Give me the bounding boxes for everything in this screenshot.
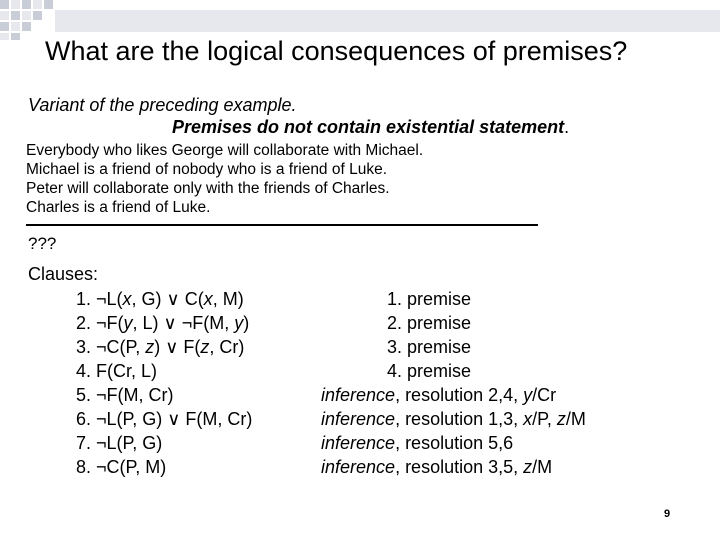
- clauses-heading: Clauses:: [28, 264, 99, 284]
- clause-justification: inference, resolution 2,4, y/Cr: [321, 385, 557, 405]
- premise-line: Peter will collaborate only with the friends of Charles.: [26, 180, 390, 197]
- clause-justification: 1. premise: [387, 289, 472, 309]
- clause-item: 6. ¬L(P, G) ∨ F(M, Cr): [76, 409, 253, 429]
- clause-item: 3. ¬C(P, z) ∨ F(z, Cr): [76, 337, 245, 357]
- subtitle-emphasis-period: .: [564, 117, 570, 137]
- conclusion-divider: [26, 224, 538, 226]
- subtitle-emphasis-text: Premises do not contain existential statement: [172, 117, 565, 137]
- clause-item: 2. ¬F(y, L) ∨ ¬F(M, y): [76, 313, 250, 333]
- clause-justification: inference, resolution 5,6: [321, 433, 514, 453]
- clause-item: 8. ¬C(P, M): [76, 457, 167, 477]
- subtitle: Variant of the preceding example.: [28, 95, 297, 115]
- premise-line: Charles is a friend of Luke.: [26, 199, 211, 216]
- clause-justification: inference, resolution 1,3, x/P, z/M: [321, 409, 586, 429]
- clause-justification: 4. premise: [387, 361, 472, 381]
- premise-line: Everybody who likes George will collaborate with Michael.: [26, 142, 424, 159]
- clause-justification: inference, resolution 3,5, z/M: [321, 457, 553, 477]
- conclusion-unknown: ???: [28, 234, 57, 253]
- subtitle-emphasis: [172, 117, 569, 138]
- page-number: 9: [664, 508, 671, 520]
- slide-title: What are the logical consequences of premises?: [45, 36, 628, 66]
- clause-item: 1. ¬L(x, G) ∨ C(x, M): [76, 289, 244, 309]
- clause-item: 7. ¬L(P, G): [76, 433, 163, 453]
- clause-justification: 3. premise: [387, 337, 472, 357]
- corner-decoration: [0, 0, 720, 40]
- clause-item: 4. F(Cr, L): [76, 361, 158, 381]
- clause-item: 5. ¬F(M, Cr): [76, 385, 174, 405]
- clause-justification: 2. premise: [387, 313, 472, 333]
- premises-list: [26, 141, 423, 217]
- premise-line: Michael is a friend of nobody who is a friend of Luke.: [26, 161, 388, 178]
